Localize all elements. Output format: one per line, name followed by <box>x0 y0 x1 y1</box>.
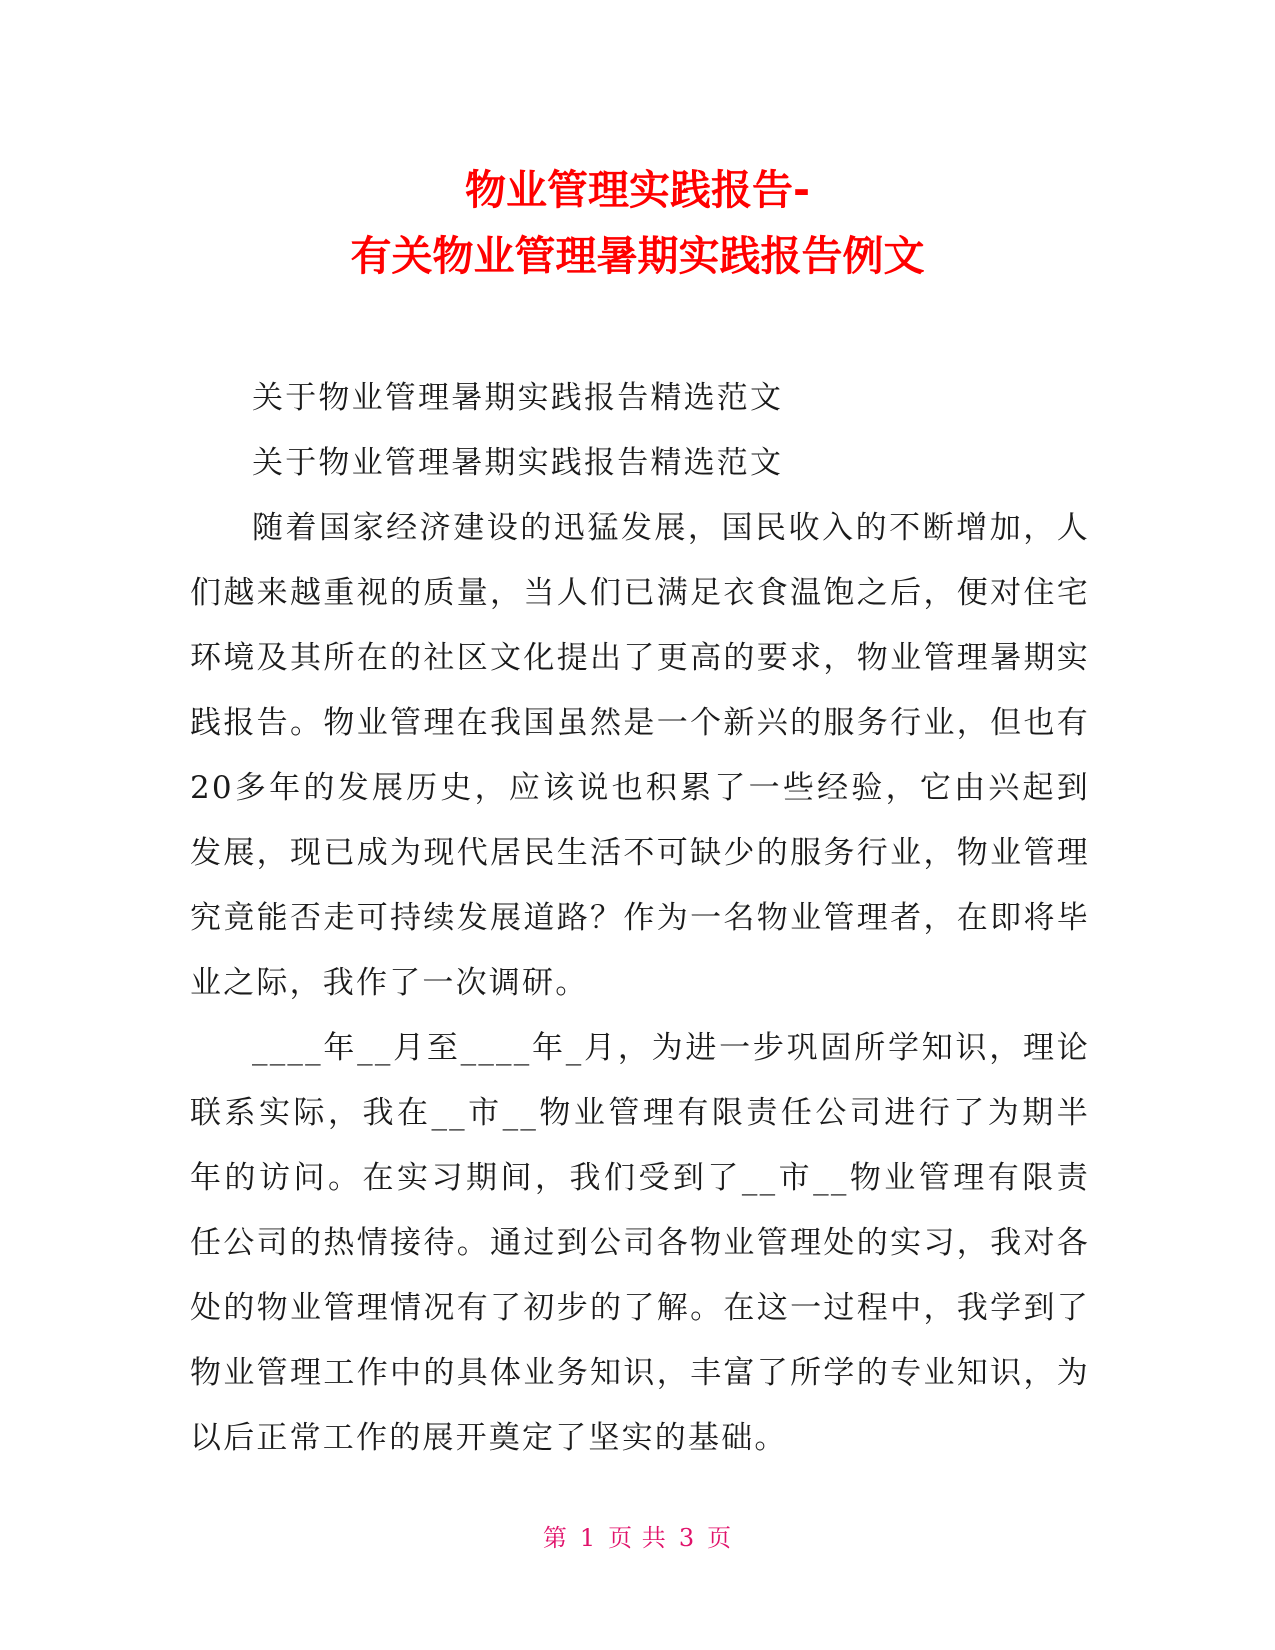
document-body <box>190 366 1090 1471</box>
page-footer <box>0 1518 1275 1553</box>
footer-current-page: 1 <box>579 1524 597 1552</box>
footer-prefix: 第 <box>542 1524 568 1552</box>
title-line-1: 物业管理实践报告- <box>464 166 811 214</box>
footer-total-pages: 3 <box>678 1524 696 1552</box>
paragraph-internship: ____年__月至____年_月，为进一步巩固所学知识，理论联系实际，我在__市__物业管理有限责任公司进行了为期半年的访问。在实习期间，我们受到了__市__物业管理有限责任公司的热情接待。通过到公司各物业管理处的实习，我对各处的物业管理情况有了初步的了解。在这一过程中，我学到了物业管理工作中的具体业务知识，丰富了所学的专业知识，为以后正常工作的展开奠定了坚实的基础。 <box>190 1030 1090 1456</box>
title-line-2: 有关物业管理暑期实践报告例文 <box>350 232 925 280</box>
footer-mid: 页 共 <box>608 1524 667 1552</box>
footer-suffix: 页 <box>707 1524 733 1552</box>
paragraph-subtitle-1: 关于物业管理暑期实践报告精选范文 <box>252 380 784 416</box>
paragraph-subtitle-2: 关于物业管理暑期实践报告精选范文 <box>252 445 784 481</box>
paragraph-intro: 随着国家经济建设的迅猛发展，国民收入的不断增加，人们越来越重视的质量，当人们已满足衣食温饱之后，便对住宅环境及其所在的社区文化提出了更高的要求，物业管理暑期实践报告。物业管理在我国虽然是一个新兴的服务行业，但也有20多年的发展历史，应该说也积累了一些经验，它由兴起到发展，现已成为现代居民生活不可缺少的服务行业，物业管理究竟能否走可持续发展道路？作为一名物业管理者，在即将毕业之际，我作了一次调研。 <box>190 510 1090 1001</box>
document-title <box>150 157 1125 289</box>
